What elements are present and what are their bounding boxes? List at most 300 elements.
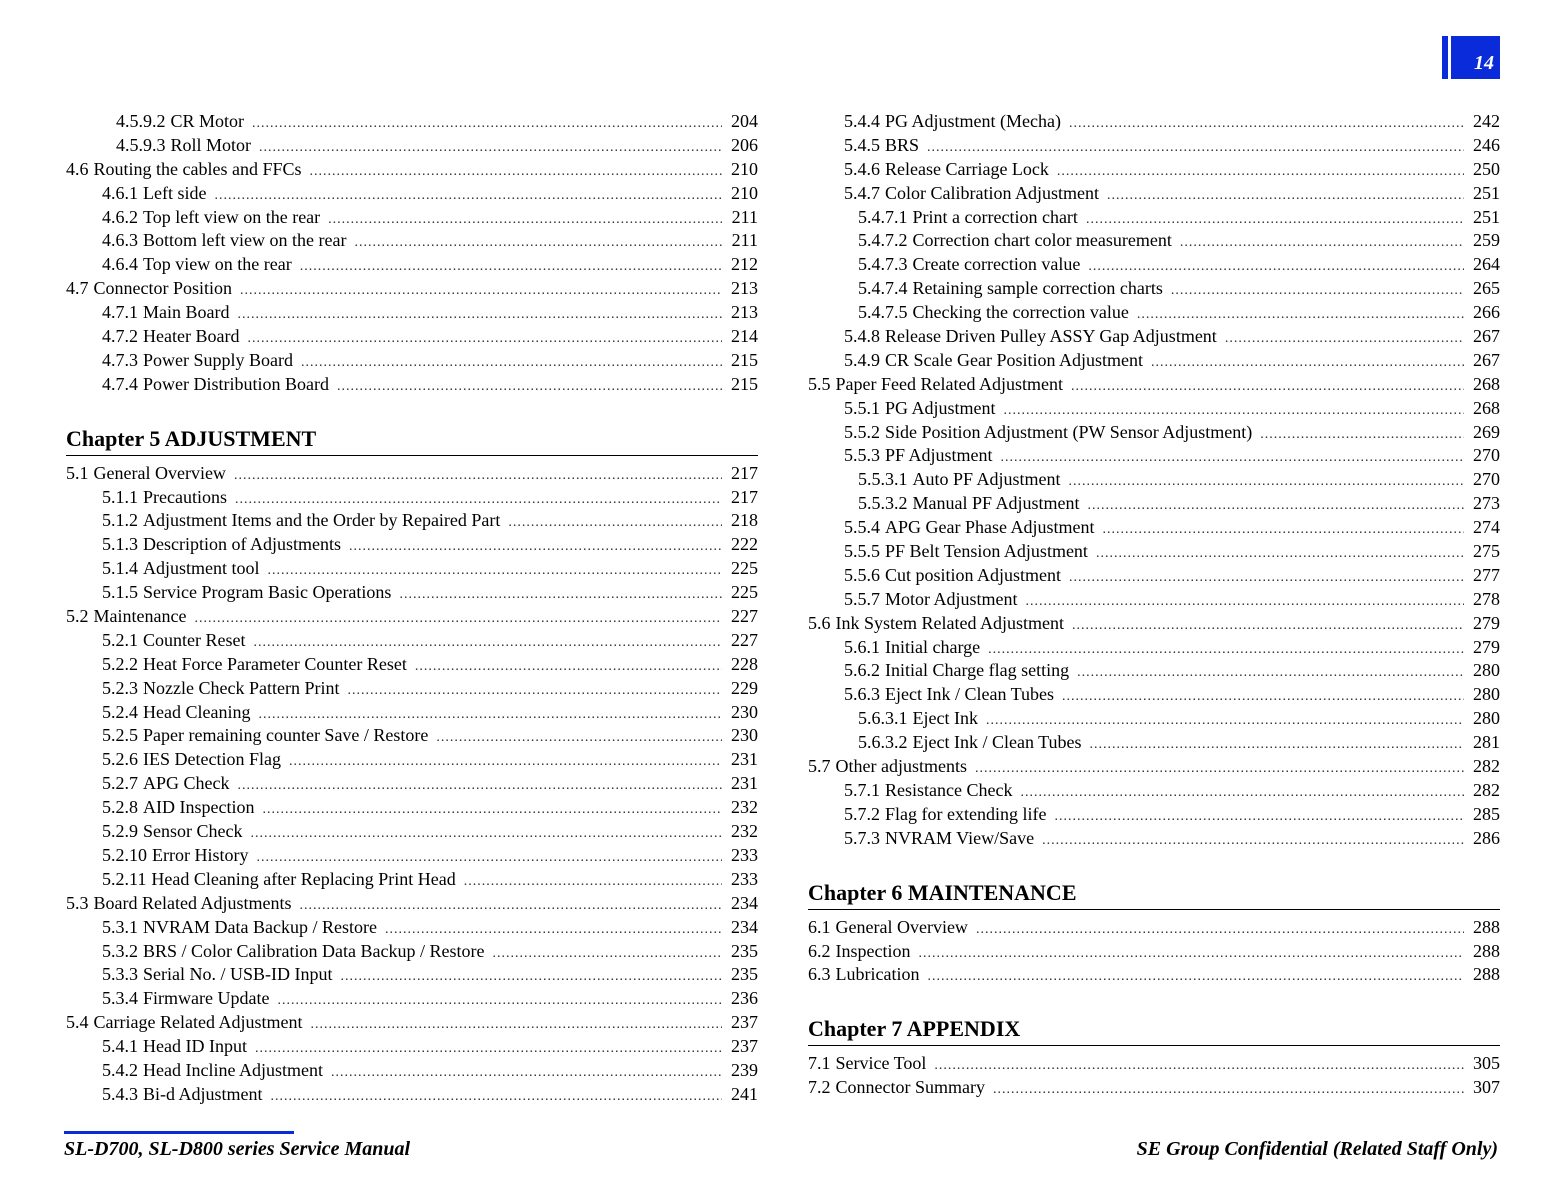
- toc-entry[interactable]: [66, 110, 758, 134]
- toc-entry-page: 234: [731, 892, 758, 913]
- toc-entry[interactable]: [808, 827, 1500, 851]
- toc-entry-page: 288: [1473, 916, 1500, 937]
- toc-entry-number: 5.3.4: [102, 988, 138, 1009]
- toc-entry-number: 7.2: [808, 1077, 831, 1098]
- toc-entry-number: 5.2.2: [102, 653, 138, 674]
- toc-entry[interactable]: [66, 701, 758, 725]
- toc-dot-leader: [258, 703, 722, 727]
- toc-entry[interactable]: [66, 987, 758, 1011]
- toc-dot-leader: [1069, 566, 1464, 590]
- toc-entry-number: 5.2.7: [102, 773, 138, 794]
- toc-entry-title: PG Adjustment: [885, 397, 996, 418]
- toc-entry[interactable]: [66, 325, 758, 349]
- toc-entry-number: 5.3.1: [102, 916, 138, 937]
- toc-dot-leader: [301, 351, 722, 375]
- toc-entry-title: Error History: [152, 844, 249, 865]
- toc-dot-leader: [1086, 208, 1464, 232]
- toc-left-column: [66, 110, 758, 1107]
- toc-dot-leader: [415, 655, 722, 679]
- toc-entry[interactable]: [808, 110, 1500, 134]
- toc-entry-number: 4.7.4: [102, 373, 138, 394]
- toc-entry[interactable]: [808, 940, 1500, 964]
- toc-entry-number: 4.7.1: [102, 302, 138, 323]
- toc-entry-title: Paper remaining counter Save / Restore: [143, 725, 429, 746]
- chapter-heading: Chapter 5 ADJUSTMENT: [66, 425, 758, 456]
- toc-entry-title: Manual PF Adjustment: [912, 493, 1080, 514]
- toc-entry-title: Flag for extending life: [885, 803, 1047, 824]
- toc-entry-title: Correction chart color measurement: [912, 230, 1172, 251]
- toc-entry[interactable]: [66, 892, 758, 916]
- toc-dot-leader: [1020, 781, 1464, 805]
- toc-dot-leader: [1107, 184, 1464, 208]
- toc-entry[interactable]: [66, 1059, 758, 1083]
- toc-entry[interactable]: [66, 349, 758, 373]
- toc-dot-leader: [289, 750, 722, 774]
- toc-entry-title: Top left view on the rear: [143, 206, 321, 227]
- toc-entry[interactable]: [808, 516, 1500, 540]
- chapter-heading: Chapter 6 MAINTENANCE: [808, 879, 1500, 910]
- toc-entry-page: 242: [1473, 111, 1500, 131]
- toc-entry-title: Service Tool: [835, 1053, 927, 1074]
- toc-entry-title: Side Position Adjustment (PW Sensor Adjustment): [885, 421, 1253, 442]
- toc-entry[interactable]: [66, 1011, 758, 1035]
- toc-entry[interactable]: [808, 397, 1500, 421]
- toc-entry[interactable]: [808, 206, 1500, 230]
- toc-entry-number: 4.7.2: [102, 326, 138, 347]
- toc-dot-leader: [1090, 733, 1465, 757]
- toc-entry-title: Bottom left view on the rear: [143, 230, 347, 251]
- toc-entry-number: 5.6: [808, 612, 831, 633]
- toc-entry-page: 232: [731, 821, 758, 842]
- toc-dot-leader: [385, 918, 722, 942]
- toc-entry-page: 232: [731, 797, 758, 818]
- toc-entry-number: 5.4.5: [844, 134, 880, 155]
- toc-entry-page: 213: [731, 278, 758, 299]
- footer-confidential: SE Group Confidential (Related Staff Only): [1136, 1138, 1498, 1160]
- toc-entry-page: 233: [731, 868, 758, 889]
- toc-entry-number: 7.1: [808, 1053, 831, 1074]
- toc-entry-title: Paper Feed Related Adjustment: [835, 373, 1063, 394]
- toc-dot-leader: [927, 965, 1464, 989]
- toc-entry-title: Power Supply Board: [143, 349, 293, 370]
- toc-entry[interactable]: [808, 421, 1500, 445]
- toc-entry[interactable]: [66, 206, 758, 230]
- toc-dot-leader: [508, 511, 722, 535]
- toc-entry[interactable]: [66, 581, 758, 605]
- toc-entry-title: Cut position Adjustment: [885, 564, 1062, 585]
- toc-entry[interactable]: [66, 229, 758, 253]
- toc-entry[interactable]: [808, 564, 1500, 588]
- toc-dot-leader: [976, 918, 1464, 942]
- toc-entry-page: 229: [731, 677, 758, 698]
- toc-dot-leader: [240, 279, 722, 303]
- toc-dot-leader: [1042, 829, 1464, 853]
- toc-entry[interactable]: [808, 468, 1500, 492]
- toc-entry-number: 5.5.1: [844, 397, 880, 418]
- toc-entry-page: 270: [1473, 469, 1500, 490]
- toc-entry-title: Carriage Related Adjustment: [93, 1012, 303, 1033]
- toc-entry-page: 259: [1473, 230, 1500, 251]
- toc-entry-page: 228: [731, 653, 758, 674]
- toc-entry-title: Inspection: [835, 940, 911, 961]
- toc-entry-page: 217: [731, 486, 758, 507]
- toc-entry-page: 265: [1473, 278, 1500, 299]
- toc-dot-leader: [310, 1013, 722, 1037]
- toc-entry-page: 222: [731, 534, 758, 555]
- toc-entry[interactable]: [66, 182, 758, 206]
- toc-dot-leader: [1077, 661, 1464, 685]
- toc-entry[interactable]: [808, 659, 1500, 683]
- toc-entry-title: Board Related Adjustments: [93, 892, 292, 913]
- toc-entry-page: 270: [1473, 445, 1500, 466]
- toc-entry-number: 5.2.9: [102, 821, 138, 842]
- toc-dot-leader: [1260, 423, 1464, 447]
- toc-dot-leader: [238, 774, 723, 798]
- toc-entry-page: 280: [1473, 660, 1500, 681]
- toc-entry-page: 210: [731, 158, 758, 179]
- toc-dot-leader: [256, 846, 722, 870]
- toc-entry-page: 235: [731, 940, 758, 961]
- toc-entry-number: 5.3: [66, 892, 89, 913]
- toc-entry-number: 5.1.1: [102, 486, 138, 507]
- toc-entry-number: 5.1: [66, 462, 89, 483]
- toc-dot-leader: [988, 638, 1464, 662]
- toc-entry-number: 5.4.7.2: [858, 230, 908, 251]
- toc-dot-leader: [1072, 614, 1464, 638]
- toc-list: [66, 462, 758, 1107]
- toc-entry-number: 5.4.4: [844, 111, 880, 131]
- toc-entry-title: BRS / Color Calibration Data Backup / Restore: [143, 940, 485, 961]
- toc-entry-number: 6.2: [808, 940, 831, 961]
- toc-dot-leader: [1026, 590, 1464, 614]
- toc-entry-number: 5.2.6: [102, 749, 138, 770]
- toc-entry-number: 5.4.8: [844, 326, 880, 347]
- toc-entry-title: Retaining sample correction charts: [912, 278, 1163, 299]
- toc-right-column: [808, 110, 1500, 1100]
- toc-entry-title: Top view on the rear: [143, 254, 292, 275]
- toc-entry[interactable]: [66, 533, 758, 557]
- toc-dot-leader: [1180, 231, 1464, 255]
- toc-entry-number: 5.2: [66, 606, 89, 627]
- toc-dot-leader: [1102, 518, 1464, 542]
- toc-entry[interactable]: [66, 486, 758, 510]
- toc-entry-number: 5.7.2: [844, 803, 880, 824]
- toc-entry-title: General Overview: [835, 916, 968, 937]
- toc-entry-number: 4.7: [66, 278, 89, 299]
- toc-entry[interactable]: [66, 796, 758, 820]
- toc-entry[interactable]: [66, 277, 758, 301]
- toc-entry[interactable]: [66, 509, 758, 533]
- toc-entry-title: Motor Adjustment: [885, 588, 1018, 609]
- toc-entry-number: 4.6: [66, 158, 89, 179]
- toc-entry[interactable]: [808, 540, 1500, 564]
- toc-entry-number: 4.6.4: [102, 254, 138, 275]
- toc-entry-title: Precautions: [143, 486, 227, 507]
- toc-entry-page: 227: [731, 629, 758, 650]
- toc-entry-page: 264: [1473, 254, 1500, 275]
- toc-entry-number: 4.6.1: [102, 182, 138, 203]
- toc-entry-page: 225: [731, 558, 758, 579]
- toc-entry[interactable]: [66, 963, 758, 987]
- toc-entry-number: 5.5.5: [844, 541, 880, 562]
- toc-entry-page: 206: [731, 134, 758, 155]
- toc-entry-page: 215: [731, 373, 758, 394]
- toc-entry[interactable]: [808, 444, 1500, 468]
- toc-entry[interactable]: [808, 803, 1500, 827]
- toc-dot-leader: [1071, 375, 1464, 399]
- toc-entry-title: Create correction value: [912, 254, 1081, 275]
- toc-entry[interactable]: [808, 277, 1500, 301]
- toc-entry-number: 5.4.1: [102, 1036, 138, 1057]
- toc-dot-leader: [331, 1061, 722, 1085]
- toc-dot-leader: [436, 726, 722, 750]
- toc-entry-title: Release Driven Pulley ASSY Gap Adjustment: [885, 326, 1217, 347]
- toc-entry-page: 282: [1473, 779, 1500, 800]
- toc-entry-number: 5.6.3.1: [858, 708, 908, 729]
- toc-entry-number: 5.2.8: [102, 797, 138, 818]
- toc-entry[interactable]: [808, 492, 1500, 516]
- toc-entry[interactable]: [66, 1035, 758, 1059]
- toc-entry-title: Adjustment tool: [143, 558, 260, 579]
- toc-dot-leader: [235, 488, 722, 512]
- toc-entry-page: 280: [1473, 684, 1500, 705]
- toc-entry-number: 5.2.1: [102, 629, 138, 650]
- toc-entry-page: 204: [731, 111, 758, 131]
- toc-entry-page: 285: [1473, 803, 1500, 824]
- toc-dot-leader: [271, 1085, 722, 1109]
- toc-entry-number: 5.7.3: [844, 827, 880, 848]
- toc-entry-number: 5.4.9: [844, 349, 880, 370]
- toc-entry-number: 5.6.1: [844, 636, 880, 657]
- toc-dot-leader: [337, 375, 722, 399]
- toc-entry[interactable]: [808, 963, 1500, 987]
- toc-entry[interactable]: [66, 940, 758, 964]
- toc-dot-leader: [1069, 470, 1464, 494]
- toc-entry-title: Maintenance: [93, 606, 187, 627]
- toc-entry-page: 251: [1473, 182, 1500, 203]
- toc-entry-title: Description of Adjustments: [143, 534, 341, 555]
- toc-dot-leader: [399, 583, 722, 607]
- toc-entry-number: 5.3.2: [102, 940, 138, 961]
- toc-entry-title: Heat Force Parameter Counter Reset: [143, 653, 407, 674]
- toc-entry-title: Firmware Update: [143, 988, 270, 1009]
- toc-dot-leader: [1088, 494, 1464, 518]
- toc-entry-number: 5.2.3: [102, 677, 138, 698]
- toc-entry-number: 5.4: [66, 1012, 89, 1033]
- toc-entry-title: NVRAM Data Backup / Restore: [143, 916, 377, 937]
- toc-entry[interactable]: [808, 707, 1500, 731]
- toc-entry[interactable]: [808, 731, 1500, 755]
- toc-entry-number: 5.5.6: [844, 564, 880, 585]
- toc-dot-leader: [253, 631, 722, 655]
- toc-entry[interactable]: [66, 629, 758, 653]
- toc-entry-number: 5.3.3: [102, 964, 138, 985]
- toc-entry-number: 5.4.7.4: [858, 278, 908, 299]
- toc-entry-page: 275: [1473, 541, 1500, 562]
- toc-dot-leader: [464, 870, 722, 894]
- toc-entry[interactable]: [808, 588, 1500, 612]
- toc-entry-page: 267: [1473, 326, 1500, 347]
- toc-entry[interactable]: [66, 158, 758, 182]
- toc-entry[interactable]: [66, 916, 758, 940]
- toc-entry-page: 305: [1473, 1053, 1500, 1074]
- toc-entry-number: 5.4.2: [102, 1059, 138, 1080]
- toc-entry-title: Head Incline Adjustment: [143, 1059, 323, 1080]
- toc-entry[interactable]: [66, 557, 758, 581]
- toc-entry[interactable]: [808, 373, 1500, 397]
- toc-dot-leader: [1225, 327, 1464, 351]
- toc-entry[interactable]: [66, 868, 758, 892]
- toc-entry[interactable]: [66, 677, 758, 701]
- toc-entry-page: 237: [731, 1036, 758, 1057]
- toc-dot-leader: [354, 231, 722, 255]
- toc-entry-title: NVRAM View/Save: [885, 827, 1035, 848]
- toc-entry-page: 236: [731, 988, 758, 1009]
- toc-entry-number: 5.1.2: [102, 510, 138, 531]
- toc-entry-page: 225: [731, 582, 758, 603]
- toc-entry-number: 5.1.4: [102, 558, 138, 579]
- toc-entry[interactable]: [808, 612, 1500, 636]
- toc-entry-title: Bi-d Adjustment: [143, 1083, 263, 1104]
- toc-entry-page: 267: [1473, 349, 1500, 370]
- toc-entry[interactable]: [808, 1052, 1500, 1076]
- toc-dot-leader: [252, 112, 722, 136]
- toc-entry-number: 5.4.7.1: [858, 206, 908, 227]
- page-number: 14: [1442, 36, 1500, 79]
- chapter-heading: Chapter 7 APPENDIX: [808, 1015, 1500, 1046]
- toc-entry[interactable]: [808, 253, 1500, 277]
- toc-entry-title: CR Motor: [170, 111, 245, 131]
- toc-entry[interactable]: [66, 605, 758, 629]
- toc-entry-number: 5.4.7.3: [858, 254, 908, 275]
- toc-dot-leader: [277, 989, 722, 1013]
- toc-entry-page: 246: [1473, 134, 1500, 155]
- toc-entry-page: 214: [731, 326, 758, 347]
- toc-entry-title: AID Inspection: [143, 797, 255, 818]
- toc-dot-leader: [214, 184, 722, 208]
- toc-entry-title: Eject Ink / Clean Tubes: [912, 732, 1082, 753]
- toc-dot-leader: [299, 894, 722, 918]
- toc-entry-number: 5.7: [808, 756, 831, 777]
- toc-entry-number: 5.4.7: [844, 182, 880, 203]
- toc-entry[interactable]: [66, 253, 758, 277]
- toc-entry-title: Ink System Related Adjustment: [835, 612, 1064, 633]
- toc-entry-title: PF Belt Tension Adjustment: [885, 541, 1088, 562]
- toc-entry-page: 234: [731, 916, 758, 937]
- toc-entry[interactable]: [808, 182, 1500, 206]
- toc-entry-number: 5.4.6: [844, 158, 880, 179]
- toc-entry[interactable]: [66, 772, 758, 796]
- toc-entry-number: 5.6.2: [844, 660, 880, 681]
- toc-entry[interactable]: [808, 325, 1500, 349]
- toc-entry-number: 5.5.7: [844, 588, 880, 609]
- toc-entry-title: Counter Reset: [143, 629, 246, 650]
- toc-entry-page: 233: [731, 844, 758, 865]
- toc-entry[interactable]: [808, 158, 1500, 182]
- toc-entry-number: 5.4.3: [102, 1083, 138, 1104]
- toc-entry-number: 5.5: [808, 373, 831, 394]
- toc-dot-leader: [1001, 446, 1464, 470]
- toc-entry-title: APG Gear Phase Adjustment: [885, 517, 1095, 538]
- toc-entry[interactable]: [66, 301, 758, 325]
- toc-dot-leader: [1069, 112, 1464, 136]
- toc-entry-title: Service Program Basic Operations: [143, 582, 392, 603]
- toc-entry-number: 5.6.3.2: [858, 732, 908, 753]
- toc-entry[interactable]: [66, 373, 758, 397]
- toc-entry[interactable]: [808, 916, 1500, 940]
- toc-entry[interactable]: [808, 301, 1500, 325]
- toc-entry-page: 307: [1473, 1077, 1500, 1098]
- toc-dot-leader: [986, 709, 1464, 733]
- toc-entry-title: Head Cleaning: [143, 701, 251, 722]
- toc-dot-leader: [300, 255, 722, 279]
- toc-dot-leader: [250, 822, 722, 846]
- toc-entry-title: Routing the cables and FFCs: [93, 158, 302, 179]
- toc-entry[interactable]: [66, 134, 758, 158]
- toc-entry-title: Eject Ink / Clean Tubes: [885, 684, 1054, 705]
- toc-entry-title: Lubrication: [835, 964, 920, 985]
- toc-entry-title: Initial charge: [885, 636, 981, 657]
- toc-entry[interactable]: [808, 755, 1500, 779]
- toc-entry[interactable]: [808, 779, 1500, 803]
- toc-entry-page: 250: [1473, 158, 1500, 179]
- toc-entry[interactable]: [66, 1083, 758, 1107]
- toc-entry-number: 6.1: [808, 916, 831, 937]
- toc-entry[interactable]: [66, 653, 758, 677]
- toc-entry-page: 211: [731, 206, 758, 227]
- toc-dot-leader: [1137, 303, 1464, 327]
- toc-entry-number: 4.6.2: [102, 206, 138, 227]
- toc-entry[interactable]: [66, 748, 758, 772]
- toc-entry-page: 227: [731, 606, 758, 627]
- toc-entry-number: 5.1.5: [102, 582, 138, 603]
- toc-entry-title: BRS: [885, 134, 920, 155]
- toc-dot-leader: [975, 757, 1464, 781]
- toc-dot-leader: [1062, 685, 1464, 709]
- toc-entry-title: Adjustment Items and the Order by Repaired Part: [143, 510, 501, 531]
- toc-entry[interactable]: [66, 462, 758, 486]
- toc-entry-title: Head ID Input: [143, 1036, 247, 1057]
- toc-entry-number: 4.5.9.3: [116, 134, 166, 155]
- toc-entry-title: Initial Charge flag setting: [885, 660, 1070, 681]
- toc-dot-leader: [340, 965, 722, 989]
- toc-entry-page: 286: [1473, 827, 1500, 848]
- toc-entry-title: Serial No. / USB-ID Input: [143, 964, 333, 985]
- toc-entry-number: 4.6.3: [102, 230, 138, 251]
- toc-entry-title: Print a correction chart: [912, 206, 1078, 227]
- toc-entry-page: 288: [1473, 940, 1500, 961]
- toc-entry-title: PG Adjustment (Mecha): [885, 111, 1061, 131]
- toc-entry[interactable]: [66, 820, 758, 844]
- toc-entry[interactable]: [808, 349, 1500, 373]
- toc-entry[interactable]: [808, 683, 1500, 707]
- toc-entry-page: 212: [731, 254, 758, 275]
- toc-entry[interactable]: [808, 1076, 1500, 1100]
- toc-entry-number: 5.6.3: [844, 684, 880, 705]
- toc-entry[interactable]: [808, 134, 1500, 158]
- toc-entry[interactable]: [66, 724, 758, 748]
- toc-entry[interactable]: [808, 636, 1500, 660]
- toc-entry[interactable]: [66, 844, 758, 868]
- toc-list: [808, 110, 1500, 851]
- toc-entry-page: 251: [1473, 206, 1500, 227]
- toc-dot-leader: [310, 160, 723, 184]
- toc-entry[interactable]: [808, 229, 1500, 253]
- toc-list: [808, 1052, 1500, 1100]
- toc-dot-leader: [1171, 279, 1464, 303]
- toc-entry-number: 5.5.3.1: [858, 469, 908, 490]
- toc-entry-title: Resistance Check: [885, 779, 1013, 800]
